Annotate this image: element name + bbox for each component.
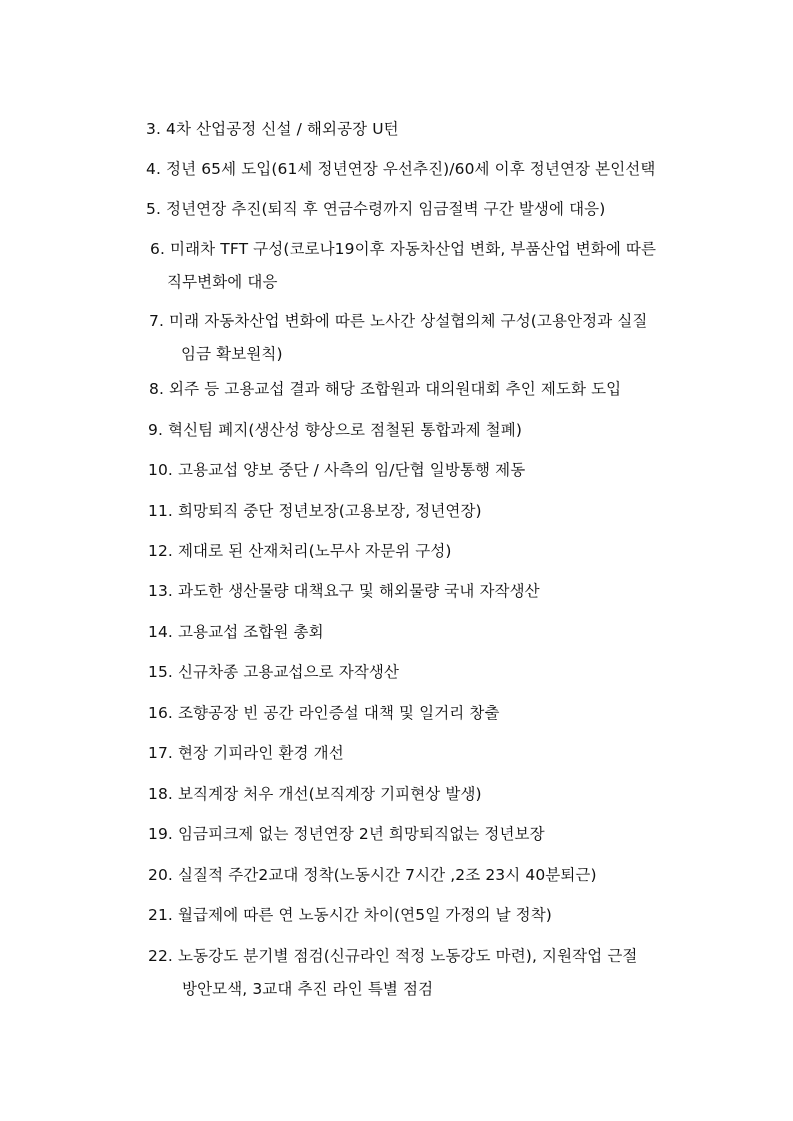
list-item (148, 535, 708, 568)
list-item (150, 233, 710, 299)
list-item-text: 4. 정년 65세 도입(61세 정년연장 우선추진)/60세 이후 정년연장 본인선택 (146, 160, 656, 178)
list-item-text: 9. 혁신팀 폐지(생산성 향상으로 점철된 통합과제 철폐) (148, 421, 522, 439)
list-item-text: 21. 월급제에 따른 연 노동시간 차이(연5일 가정의 날 정착) (148, 906, 552, 924)
list-item-text: 16. 조향공장 빈 공간 라인증설 대책 및 일거리 창출 (148, 704, 500, 722)
list-item-continuation: 임금 확보원칙) (181, 345, 283, 363)
list-item-text: 13. 과도한 생산물량 대책요구 및 해외물량 국내 자작생산 (148, 582, 540, 600)
list-item-text: 12. 제대로 된 산재처리(노무사 자문위 구성) (148, 542, 452, 560)
list-item (148, 697, 708, 730)
list-item (148, 859, 708, 892)
list-item-continuation: 직무변화에 대응 (167, 273, 278, 291)
list-item-text: 17. 현장 기피라인 환경 개선 (148, 744, 344, 762)
list-item (149, 373, 709, 406)
list-item-text: 19. 임금피크제 없는 정년연장 2년 희망퇴직없는 정년보장 (148, 825, 545, 843)
list-item-continuation: 방안모색, 3교대 추진 라인 특별 점검 (182, 980, 434, 998)
list-item (148, 454, 708, 487)
list-item (148, 940, 708, 1006)
list-item (146, 193, 706, 226)
list-item-text: 18. 보직계장 처우 개선(보직계장 기피현상 발생) (148, 785, 482, 803)
list-item (146, 153, 706, 186)
list-item-text: 20. 실질적 주간2교대 정착(노동시간 7시간 ,2조 23시 40분퇴근) (148, 866, 597, 884)
list-item (148, 575, 708, 608)
list-item (146, 113, 706, 146)
list-item-text: 8. 외주 등 고용교섭 결과 해당 조합원과 대의원대회 추인 제도화 도입 (149, 380, 622, 398)
list-item-text: 7. 미래 자동차산업 변화에 따른 노사간 상설협의체 구성(고용안정과 실질 (149, 312, 648, 330)
list-item (148, 778, 708, 811)
list-item (148, 899, 708, 932)
list-item-text: 10. 고용교섭 양보 중단 / 사측의 임/단협 일방통행 제동 (148, 461, 526, 479)
list-item-text: 22. 노동강도 분기별 점검(신규라인 적정 노동강도 마련), 지원작업 근절 (148, 947, 638, 965)
list-item (148, 818, 708, 851)
list-item (148, 414, 708, 447)
list-item-text: 14. 고용교섭 조합원 총회 (148, 623, 324, 641)
list-item-text: 11. 희망퇴직 중단 정년보장(고용보장, 정년연장) (148, 502, 482, 520)
list-item (148, 616, 708, 649)
list-item-text: 3. 4차 산업공정 신설 / 해외공장 U턴 (146, 120, 399, 138)
list-item-text: 15. 신규차종 고용교섭으로 자작생산 (148, 663, 400, 681)
list-item-text: 5. 정년연장 추진(퇴직 후 연금수령까지 임금절벽 구간 발생에 대응) (146, 200, 606, 218)
list-item (149, 305, 709, 371)
list-item (148, 656, 708, 689)
list-item-text: 6. 미래차 TFT 구성(코로나19이후 자동차산업 변화, 부품산업 변화에 따른 (150, 240, 657, 258)
list-item (148, 495, 708, 528)
list-item (148, 737, 708, 770)
